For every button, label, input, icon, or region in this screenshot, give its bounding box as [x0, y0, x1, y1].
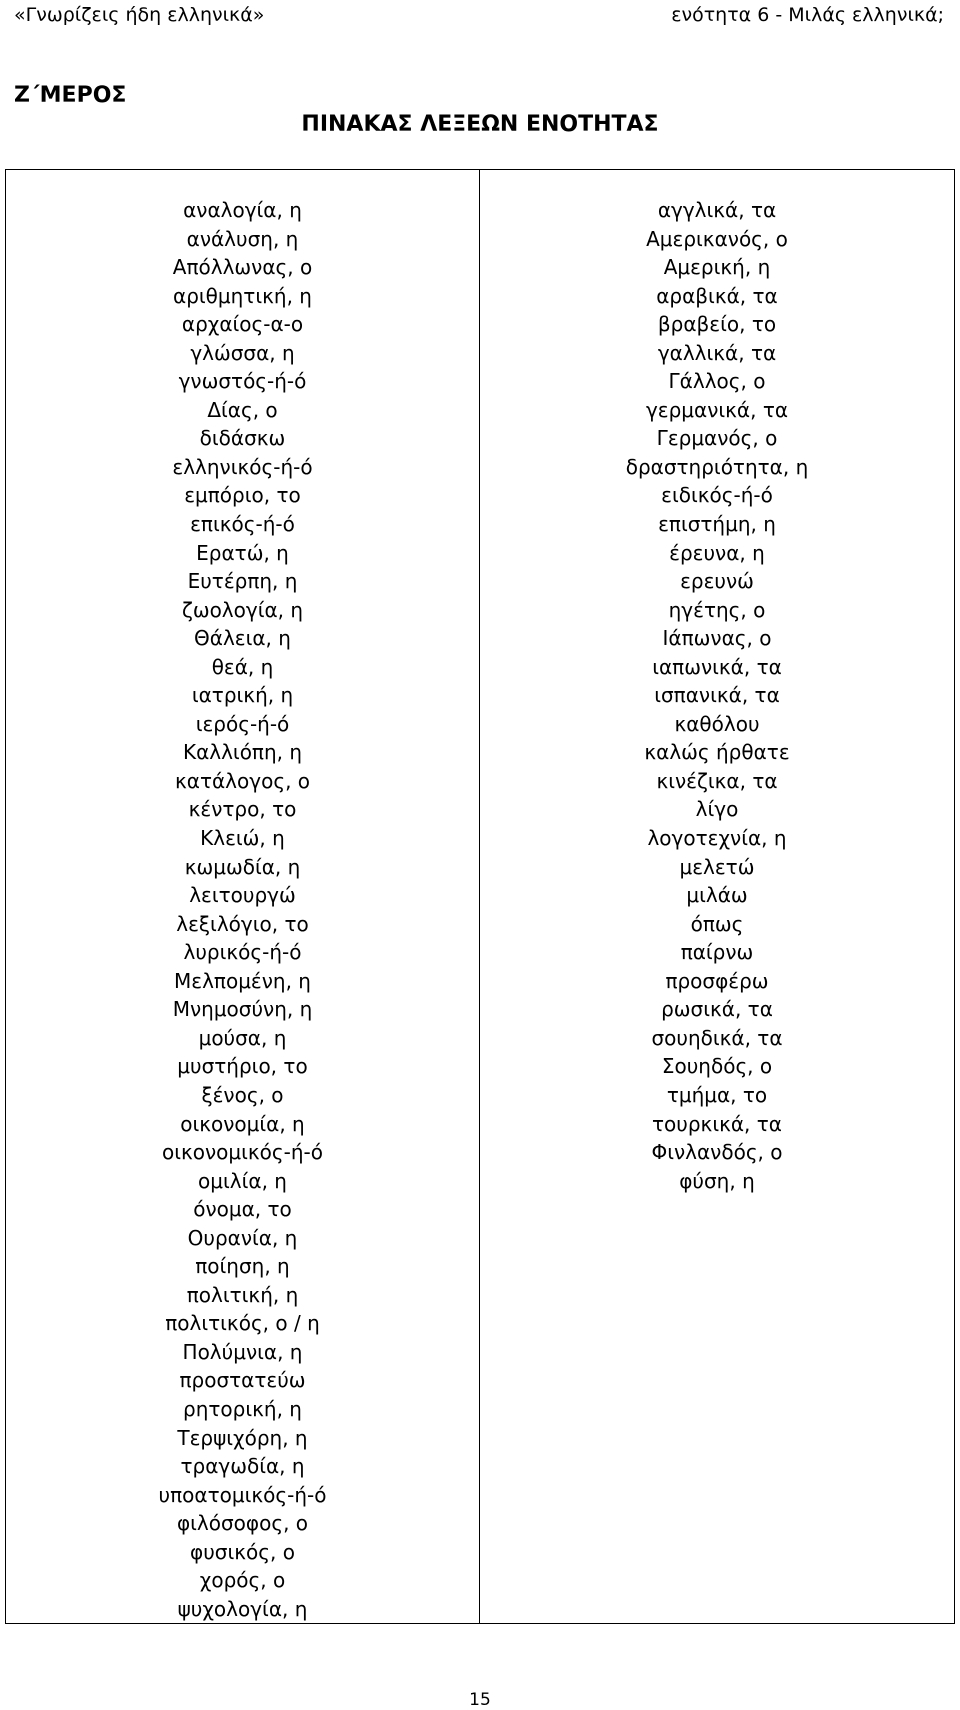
word-entry: φυσικός, ο: [190, 1539, 295, 1564]
word-entry: αραβικά, τα: [656, 283, 778, 308]
word-entry: Σουηδός, ο: [661, 1054, 773, 1079]
word-entry: Πολύμνια, η: [182, 1339, 303, 1364]
word-entry: Καλλιόπη, η: [182, 740, 303, 765]
word-entry: εμπόριο, το: [184, 483, 301, 508]
word-entry: ομιλία, η: [198, 1168, 287, 1193]
word-entry: ερευνώ: [680, 569, 754, 594]
word-entry: μυστήριο, το: [177, 1054, 308, 1079]
word-entry: μούσα, η: [198, 1025, 287, 1050]
word-entry: οικονομικός-ή-ό: [161, 1140, 324, 1165]
word-entry: κέντρο, το: [188, 797, 297, 822]
word-entry: λεξιλόγιο, το: [176, 911, 309, 936]
word-entry: φιλόσοφος, ο: [176, 1511, 309, 1536]
word-entry: κατάλογος, ο: [174, 768, 311, 793]
word-entry: Μελπομένη, η: [174, 968, 311, 993]
word-entry: λυρικός-ή-ό: [183, 940, 302, 965]
header-document-title: «Γνωρίζεις ήδη ελληνικά»: [14, 4, 265, 26]
header-unit-title: ενότητα 6 - Μιλάς ελληνικά;: [671, 4, 944, 26]
word-entry: έρευνα, η: [669, 540, 765, 565]
word-entry: ψυχολογία, η: [177, 1596, 308, 1621]
word-table: [5, 169, 955, 1624]
word-entry: θεά, η: [211, 654, 274, 679]
word-entry: ισπανικά, τα: [654, 683, 780, 708]
word-entry: αναλογία, η: [183, 198, 302, 222]
word-entry: πολιτικός, ο / η: [165, 1311, 320, 1336]
word-entry: δραστηριότητα, η: [625, 454, 809, 479]
word-entry: όνομα, το: [193, 1197, 292, 1222]
word-entry: Γάλλος, ο: [668, 369, 766, 394]
word-entry: Ερατώ, η: [196, 540, 289, 565]
word-entry: κωμωδία, η: [184, 854, 301, 879]
word-entry: προστατεύω: [179, 1368, 306, 1393]
word-entry: Θάλεια, η: [194, 626, 291, 651]
word-entry: διδάσκω: [199, 426, 286, 451]
word-entry: Δίας, ο: [207, 397, 278, 422]
word-entry: Μνημοσύνη, η: [172, 997, 313, 1022]
word-entry: Ιάπωνας, ο: [662, 626, 772, 651]
word-entry: παίρνω: [680, 940, 754, 965]
word-entry: ιαπωνικά, τα: [652, 654, 782, 679]
word-entry: λίγο: [695, 797, 739, 822]
word-entry: γλώσσα, η: [190, 340, 295, 365]
word-entry: κινέζικα, τα: [656, 768, 778, 793]
word-entry: σουηδικά, τα: [651, 1025, 783, 1050]
word-entry: αρχαίος-α-ο: [181, 312, 304, 337]
word-column-right: [480, 170, 954, 1623]
word-entry: Ευτέρπη, η: [187, 569, 298, 594]
word-entry: μελετώ: [679, 854, 755, 879]
word-column-left: [6, 170, 480, 1623]
word-entry: Γερμανός, ο: [656, 426, 778, 451]
word-entry: ιατρική, η: [191, 683, 294, 708]
word-entry: επιστήμη, η: [658, 512, 776, 537]
word-entry: Κλειώ, η: [200, 826, 285, 851]
word-entry: υποατομικός-ή-ό: [158, 1482, 327, 1507]
word-entry: μιλάω: [686, 883, 748, 908]
word-entry: όπως: [690, 911, 744, 936]
word-entry: φύση, η: [679, 1168, 755, 1193]
word-entry: χορός, ο: [199, 1568, 286, 1593]
word-entry: ηγέτης, ο: [668, 597, 766, 622]
word-entry: ανάλυση, η: [186, 226, 299, 251]
word-entry: τμήμα, το: [666, 1082, 768, 1107]
word-entry: επικός-ή-ό: [190, 512, 295, 537]
page-number: 15: [469, 1690, 491, 1710]
word-entry: ποίηση, η: [195, 1254, 290, 1279]
word-entry: ξένος, ο: [201, 1082, 284, 1107]
word-entry: ρητορική, η: [183, 1396, 302, 1421]
word-entry: βραβείο, το: [657, 312, 777, 337]
word-entry: ιερός-ή-ό: [195, 711, 290, 736]
word-entry: Φινλανδός, ο: [651, 1140, 783, 1165]
word-entry: Ουρανία, η: [187, 1225, 298, 1250]
word-entry: Αμερικανός, ο: [646, 226, 788, 251]
word-entry: ζωολογία, η: [181, 597, 304, 622]
word-entry: Τερψιχόρη, η: [177, 1425, 308, 1450]
word-entry: προσφέρω: [665, 968, 769, 993]
word-entry: Απόλλωνας, ο: [172, 255, 313, 280]
word-entry: γερμανικά, τα: [645, 397, 789, 422]
table-title: ΠΙΝΑΚΑΣ ΛΕΞΕΩΝ ΕΝΟΤΗΤΑΣ: [301, 112, 659, 137]
word-entry: ειδικός-ή-ό: [661, 483, 773, 508]
word-entry: καθόλου: [674, 711, 760, 736]
section-heading: Ζ΄ΜΕΡΟΣ: [14, 83, 127, 108]
word-entry: τουρκικά, τα: [651, 1111, 782, 1136]
word-entry: λογοτεχνία, η: [647, 826, 787, 851]
word-entry: τραγωδία, η: [180, 1454, 305, 1479]
word-entry: γνωστός-ή-ό: [178, 369, 307, 394]
word-entry: ελληνικός-ή-ό: [172, 454, 313, 479]
word-entry: λειτουργώ: [189, 883, 296, 908]
word-entry: οικονομία, η: [180, 1111, 305, 1136]
word-entry: ρωσικά, τα: [661, 997, 773, 1022]
word-entry: καλώς ήρθατε: [644, 740, 790, 765]
word-entry: γαλλικά, τα: [657, 340, 777, 365]
word-entry: αριθμητική, η: [173, 283, 312, 308]
word-entry: πολιτική, η: [186, 1282, 299, 1307]
word-entry: αγγλικά, τα: [657, 198, 777, 222]
word-entry: Αμερική, η: [663, 255, 771, 280]
